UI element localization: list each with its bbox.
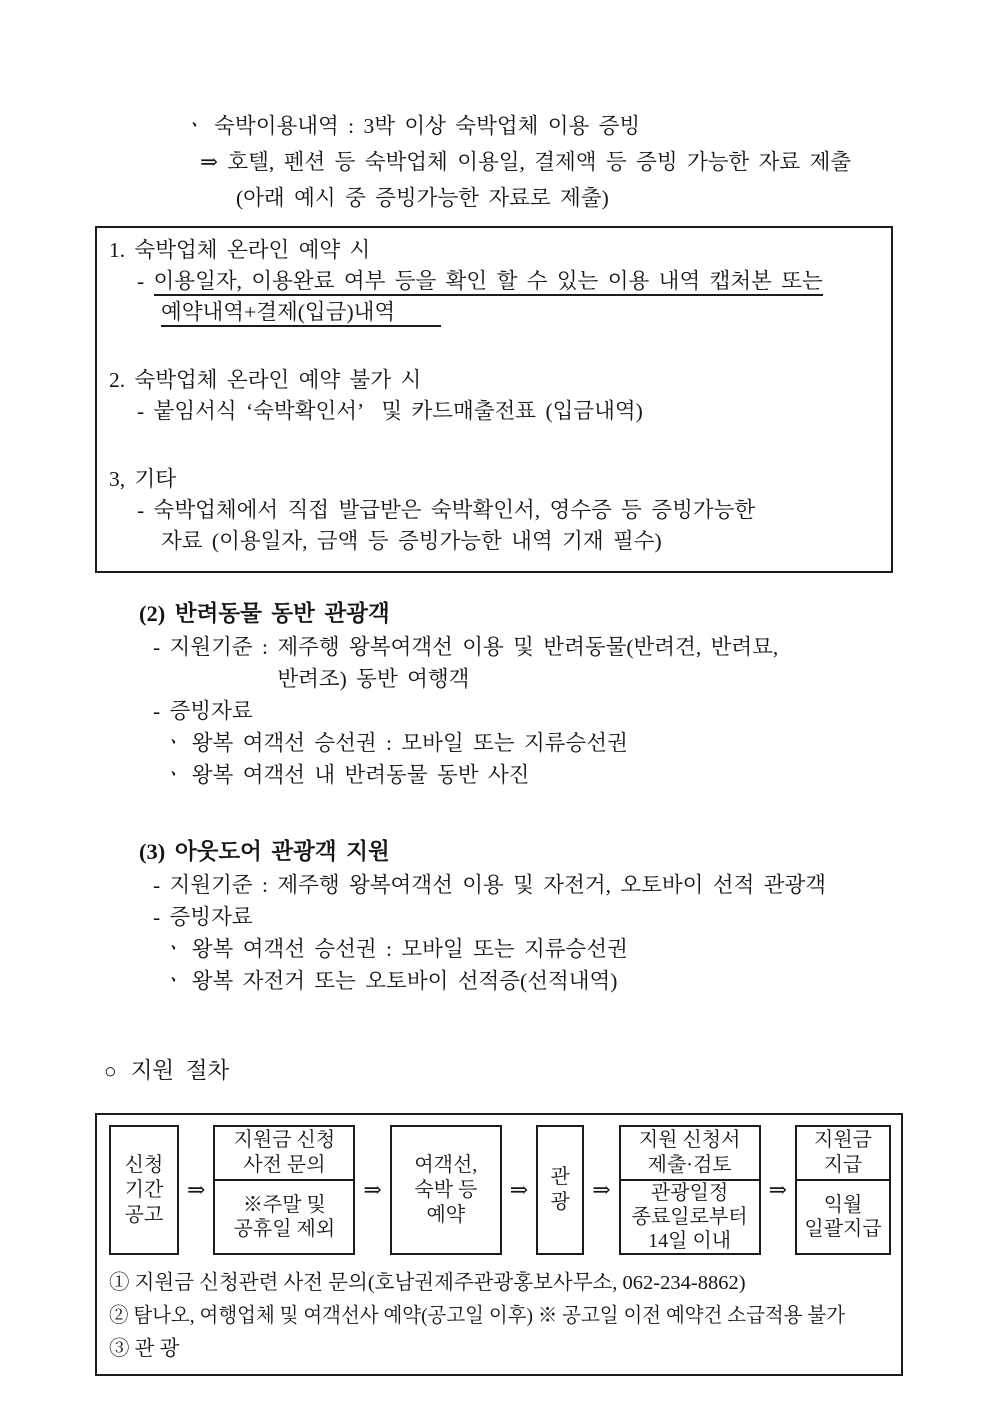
dot-bullet-icon: ㆍ xyxy=(163,763,184,787)
bullet-text: 왕복 여객선 승선권 : 모바일 또는 지류승선권 xyxy=(191,731,628,755)
criteria-line-1: 제주행 왕복여객선 이용 및 반려동물(반려견, 반려묘, xyxy=(277,635,779,659)
flow-step-booking xyxy=(390,1125,502,1255)
flow-arrow-icon: ⇒ xyxy=(768,1177,788,1202)
step-bottom-cell xyxy=(215,1181,353,1253)
item-number: 3, xyxy=(109,467,126,491)
dot-bullet-icon: ㆍ xyxy=(163,937,184,961)
step-line: 지원금 xyxy=(814,1129,873,1151)
underlined-text: 이용일자, 이용완료 여부 등을 확인 할 수 있는 이용 내역 캡처본 또는 xyxy=(154,269,823,296)
step-line: 예약 xyxy=(426,1203,466,1226)
double-arrow-icon: ⇒ xyxy=(200,150,219,174)
evidence-bullet-1 xyxy=(163,933,992,965)
step-line: 14일 이내 xyxy=(648,1230,732,1252)
note-text: ② 탐나오, 여행업체 및 여객선사 예약(공고일 이후) ※ 공고일 이전 예약건 소급적용 불가 xyxy=(109,1305,846,1327)
section-outdoor-tourists xyxy=(139,835,992,997)
step-line: 지급 xyxy=(823,1154,863,1176)
criteria-line: - 지원기준 : 제주행 왕복여객선 이용 및 자전거, 오토바이 선적 관광객 xyxy=(153,873,827,897)
flow-step-tour xyxy=(536,1125,584,1255)
note-line-2 xyxy=(109,1300,891,1333)
flow-notes xyxy=(109,1267,891,1366)
note-text: ① 지원금 신청관련 사전 문의(호남권제주관광홍보사무소, 062-234-8862) xyxy=(109,1272,746,1294)
item-title-text: 기타 xyxy=(134,467,177,491)
evidence-item-2-title xyxy=(109,365,881,396)
evidence-bullet-1 xyxy=(163,727,992,759)
detail-text: 숙박업체에서 직접 발급받은 숙박확인서, 영수증 등 증빙가능한 xyxy=(153,498,756,522)
intro-line-1-text: 숙박이용내역 : 3박 이상 숙박업체 이용 증빙 xyxy=(214,114,641,138)
evidence-item-3-detail-2 xyxy=(161,526,881,557)
step-top-cell xyxy=(621,1127,759,1181)
section-heading: (2) 반려동물 동반 관광객 xyxy=(139,601,390,626)
item-number: 2. xyxy=(109,368,126,392)
bullet-text: 왕복 여객선 승선권 : 모바일 또는 지류승선권 xyxy=(191,937,628,961)
intro-line-1 xyxy=(184,108,992,144)
evidence-label: - 증빙자료 xyxy=(153,905,253,929)
detail-text: 붙임서식 ‘숙박확인서’ 및 카드매출전표 (입금내역) xyxy=(153,399,643,423)
procedure-flow-box xyxy=(95,1113,903,1376)
evidence-label: - 증빙자료 xyxy=(153,699,253,723)
intro-line-3 xyxy=(236,180,992,216)
evidence-item-1-title xyxy=(109,235,881,266)
step-line: 공고 xyxy=(124,1203,164,1226)
flow-step-application-review xyxy=(619,1125,761,1255)
flow-arrow-icon: ⇒ xyxy=(363,1177,382,1202)
step-bottom-cell xyxy=(797,1181,889,1253)
evidence-bullet-2 xyxy=(163,759,992,791)
note-text: ③ 관 광 xyxy=(109,1338,180,1360)
step-line: 관 xyxy=(550,1166,570,1188)
criteria-row xyxy=(153,631,992,695)
step-bottom-cell xyxy=(621,1181,759,1253)
flow-step-announcement xyxy=(109,1125,179,1255)
evidence-item-1-detail-2 xyxy=(161,297,881,328)
step-line: ※주말 및 xyxy=(242,1194,326,1216)
flow-step-payment xyxy=(795,1125,891,1255)
spacer xyxy=(109,328,881,365)
flow-row xyxy=(109,1125,891,1255)
flow-arrow-icon: ⇒ xyxy=(186,1177,206,1202)
evidence-item-3-detail-1 xyxy=(137,495,881,526)
flow-arrow-icon: ⇒ xyxy=(592,1177,611,1202)
evidence-bullet-2 xyxy=(163,965,992,997)
evidence-examples-box xyxy=(95,226,893,573)
spacer xyxy=(109,427,881,464)
step-line: 지원금 신청 xyxy=(233,1129,336,1151)
dot-bullet-icon: ㆍ xyxy=(163,969,184,993)
step-line: 관광일정 xyxy=(650,1182,729,1204)
step-line: 종료일로부터 xyxy=(631,1206,748,1228)
note-line-1 xyxy=(109,1267,891,1300)
section-heading: (3) 아웃도어 관광객 지원 xyxy=(139,839,390,864)
dot-bullet-icon: ㆍ xyxy=(163,731,184,755)
dash-marker: - xyxy=(137,399,145,423)
dot-bullet-icon: ㆍ xyxy=(184,114,205,138)
step-line: 기간 xyxy=(124,1178,164,1201)
intro-line-2-text: 호텔, 펜션 등 숙박업체 이용일, 결제액 등 증빙 가능한 자료 제출 xyxy=(227,150,852,174)
procedure-heading xyxy=(104,1053,992,1085)
circle-bullet-icon: ○ xyxy=(104,1059,117,1083)
detail-text: 자료 (이용일자, 금액 등 증빙가능한 내역 기재 필수) xyxy=(161,529,662,553)
note-line-3 xyxy=(109,1333,891,1366)
step-line: 익월 xyxy=(823,1194,863,1216)
intro-line-3-text: (아래 예시 중 증빙가능한 자료로 제출) xyxy=(236,186,609,210)
step-line: 광 xyxy=(550,1191,570,1213)
bullet-text: 왕복 여객선 내 반려동물 동반 사진 xyxy=(191,763,530,787)
step-line: 지원 신청서 xyxy=(638,1129,741,1151)
procedure-heading-text: 지원 절차 xyxy=(130,1058,230,1083)
intro-line-2 xyxy=(200,144,992,180)
step-line: 일괄지급 xyxy=(804,1218,882,1240)
flow-step-inquiry xyxy=(213,1125,355,1255)
intro-block xyxy=(184,0,992,216)
evidence-item-2-detail xyxy=(137,396,881,427)
dash-marker: - xyxy=(137,498,145,522)
step-top-cell xyxy=(797,1127,889,1181)
evidence-item-3-title xyxy=(109,464,881,495)
step-top-cell xyxy=(215,1127,353,1181)
item-number: 1. xyxy=(109,238,126,262)
criteria-label: - 지원기준 : xyxy=(153,635,278,659)
section-pet-tourists xyxy=(139,597,992,791)
dash-marker: - xyxy=(137,269,145,293)
step-line: 공휴일 제외 xyxy=(233,1218,336,1240)
step-line: 숙박 등 xyxy=(414,1178,478,1201)
step-line: 제출·검토 xyxy=(647,1154,732,1176)
bullet-text: 왕복 자전거 또는 오토바이 선적증(선적내역) xyxy=(191,969,618,993)
step-line: 여객선, xyxy=(414,1153,478,1176)
item-title-text: 숙박업체 온라인 예약 불가 시 xyxy=(134,368,422,392)
criteria-text xyxy=(277,631,778,695)
criteria-line-2: 반려조) 동반 여행객 xyxy=(277,667,470,691)
item-title-text: 숙박업체 온라인 예약 시 xyxy=(134,238,371,262)
flow-arrow-icon: ⇒ xyxy=(509,1177,529,1202)
evidence-item-1-detail-1 xyxy=(137,266,881,297)
step-line: 사전 문의 xyxy=(243,1154,326,1176)
step-line: 신청 xyxy=(124,1153,164,1176)
underlined-text: 예약내역+결제(입금)내역 xyxy=(161,300,441,327)
